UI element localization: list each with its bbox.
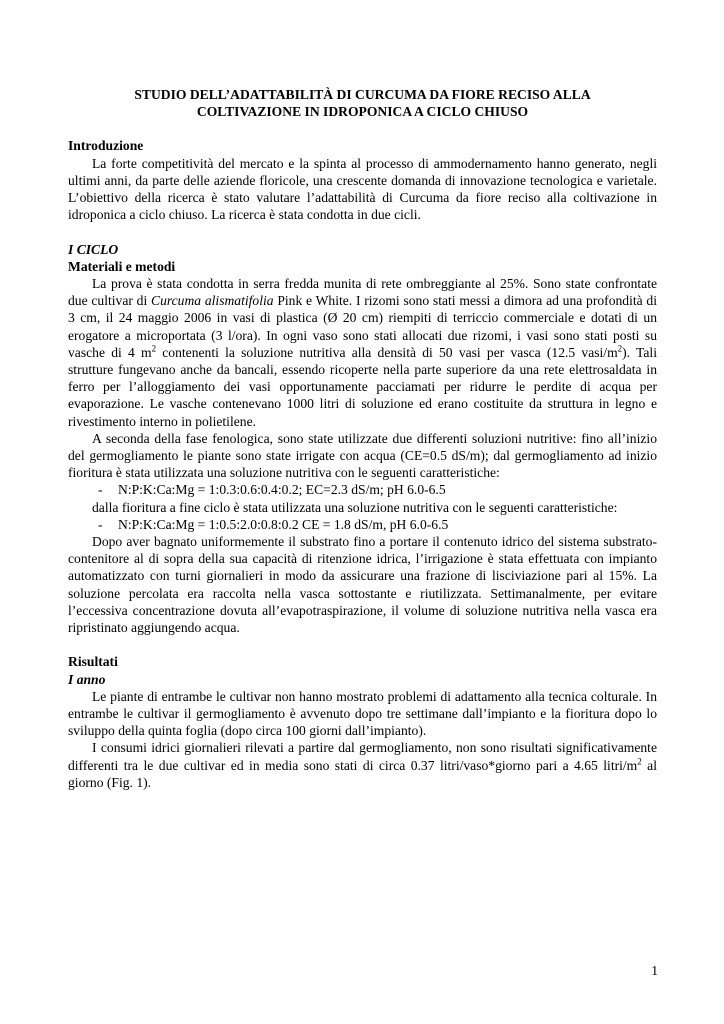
superscript-2: 2 <box>151 343 157 354</box>
year-1-heading: I anno <box>68 671 106 687</box>
methods-p1-part-c: contenenti la soluzione nutritiva alla densità di 50 vasi per vasca (12.5 vasi/m <box>156 344 618 360</box>
document-title <box>68 86 657 120</box>
methods-p1-part-a: La prova è stata condotta in serra fredda munita di rete ombreggiante al 25%. Sono state confrontate due cultivar di <box>68 276 657 309</box>
spacer <box>68 223 657 240</box>
title-line-2: COLTIVAZIONE IN IDROPONICA A CICLO CHIUSO <box>196 104 529 120</box>
results-paragraph-1: Le piante di entrambe le cultivar non hanno mostrato problemi di adattamento alla tecnica colturale. In entrambe le cultivar il germogliamento è avvenuto dopo tre settimane dall’impianto e la fioritura dopo lo sviluppo della quinta foglia (dopo circa 100 giorni dall’impianto). <box>68 688 657 739</box>
results-p2-part-a: I consumi idrici giornalieri rilevati a partire dal germogliamento, non sono risultati significativamente differenti tra le due cultivar ed in media sono stati di circa 0.37 litri/vaso*giorno pari a 4.65 litri/m <box>68 740 657 773</box>
intro-paragraph: La forte competitività del mercato e la spinta al processo di ammodernamento hanno generato, negli ultimi anni, da parte delle aziende floricole, una crescente domanda di innovazione tecnologica e varietale. L’obiettivo della ricerca è stato valutare l’adattabilità di Curcuma da fiore reciso alla coltivazione in idroponica a ciclo chiuso. La ricerca è stata condotta in due cicli. <box>68 155 657 223</box>
methods-heading: Materiali e metodi <box>68 258 176 274</box>
methods-paragraph-2: A seconda della fase fenologica, sono state utilizzate due differenti soluzioni nutritive: fino all’inizio del germogliamento le piante sono state irrigate con acqua (CE=0.5 dS/m); dal germogliamento ad inizio fioritura è stata utilizzata una soluzione nutritiva con le seguenti caratteristiche: <box>68 430 657 481</box>
superscript-2: 2 <box>637 756 642 767</box>
cycle-1-heading: I CICLO <box>68 241 119 257</box>
methods-paragraph-3: dalla fioritura a fine ciclo è stata utilizzata una soluzione nutritiva con le seguenti caratteristiche: <box>92 499 618 515</box>
solution-list-item-2 <box>68 516 657 533</box>
superscript-2: 2 <box>617 343 623 354</box>
title-line-1: STUDIO DELL’ADATTABILITÀ DI CURCUMA DA FIORE RECISO ALLA <box>134 87 591 102</box>
document-page <box>68 86 657 791</box>
methods-p1-part-b: Pink e White. I rizomi sono stati messi a dimora ad una profondità di 3 cm, il 24 maggio 2006 in vasi di plastica (Ø 20 cm) riempiti di terriccio commerciale e dotati di un erogatore a microportata (3 l/ora). In ogni vaso sono stati allocati due rizomi, i vasi sono stati posti su vasche di 4 m <box>68 293 658 360</box>
methods-p1-part-d: ). Tali strutture fungevano anche da bancali, essendo ricoperte nella parte superiore da una rete elettrosaldata in ferro per l’alloggiamento dei vasi opportunamente pacciamati per ridurre le perdite di acqua per evaporazione. Le vasche contenevano 1000 litri di soluzione ed erano costituite da struttura in legno e rivestimento interno in polietilene. <box>68 344 657 429</box>
spacer <box>68 636 657 653</box>
list-dash: - <box>98 482 103 498</box>
methods-paragraph-4: Dopo aver bagnato uniformemente il substrato fino a portare il contenuto idrico del sistema substrato-contenitore al di sopra della sua capacità di ritenzione idrica, l’irrigazione è stata effettuata con impianto automatizzato con turni giornalieri in modo da assicurare una frazione di lisciviazione pari al 15%. La soluzione percolata era raccolta nella vasca sottostante e riutilizzata. Settimanalmente, per evitare l’eccessiva concentrazione dovuta all’evapotraspirazione, il volume di soluzione nutritiva nella vasca era ripristinato aggiungendo acqua. <box>68 534 657 636</box>
solution-list-item-1 <box>68 481 657 498</box>
list-dash: - <box>98 516 103 532</box>
page-number: 1 <box>651 963 658 978</box>
species-name: Curcuma alismatifolia <box>151 293 274 309</box>
results-paragraph-2 <box>68 739 657 791</box>
methods-paragraph-1 <box>68 275 657 430</box>
results-p2-part-b: al giorno (Fig. 1). <box>68 757 657 790</box>
results-heading: Risultati <box>68 654 118 670</box>
solution-2-spec: N:P:K:Ca:Mg = 1:0.5:2.0:0.8:0.2 CE = 1.8 dS/m, pH 6.0-6.5 <box>118 516 449 532</box>
intro-heading: Introduzione <box>68 138 144 154</box>
solution-1-spec: N:P:K:Ca:Mg = 1:0.3:0.6:0.4:0.2; EC=2.3 dS/m; pH 6.0-6.5 <box>118 482 446 498</box>
